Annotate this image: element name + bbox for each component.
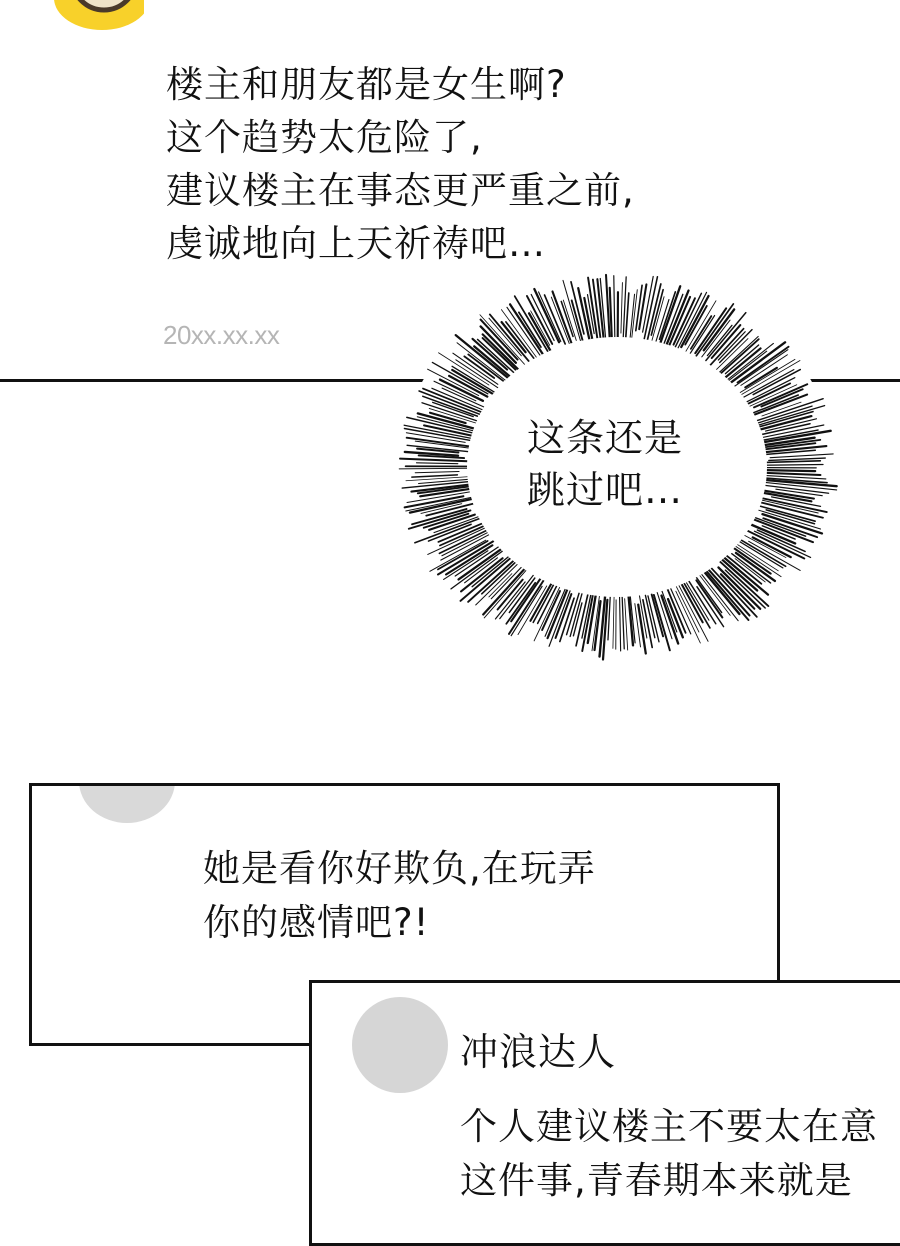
thought-line: 跳过吧… (527, 464, 683, 516)
comment-line: 你的感情吧?! (203, 896, 596, 950)
comment-text (203, 842, 596, 950)
comment-line: 个人建议楼主不要太在意 (460, 1100, 878, 1154)
post-line: 虔诚地向上天祈祷吧… (166, 217, 806, 270)
comment-avatar (79, 783, 175, 823)
comment-username: 冲浪达人 (460, 1021, 616, 1076)
comment-text (460, 1100, 878, 1208)
comment-line: 这件事,青春期本来就是 (460, 1154, 878, 1208)
comment-line: 她是看你好欺负,在玩弄 (203, 842, 596, 896)
burst-line (765, 470, 815, 471)
avatar-top (32, 0, 144, 30)
post-line: 建议楼主在事态更严重之前, (166, 164, 806, 217)
post-line: 楼主和朋友都是女生啊? (166, 58, 806, 111)
thought-text (527, 412, 683, 516)
comment-card[interactable] (309, 980, 900, 1246)
post-date: 20xx.xx.xx (163, 320, 279, 351)
post-text (166, 58, 806, 270)
thought-line: 这条还是 (527, 412, 683, 464)
post-line: 这个趋势太危险了, (166, 111, 806, 164)
comment-avatar (352, 997, 448, 1093)
